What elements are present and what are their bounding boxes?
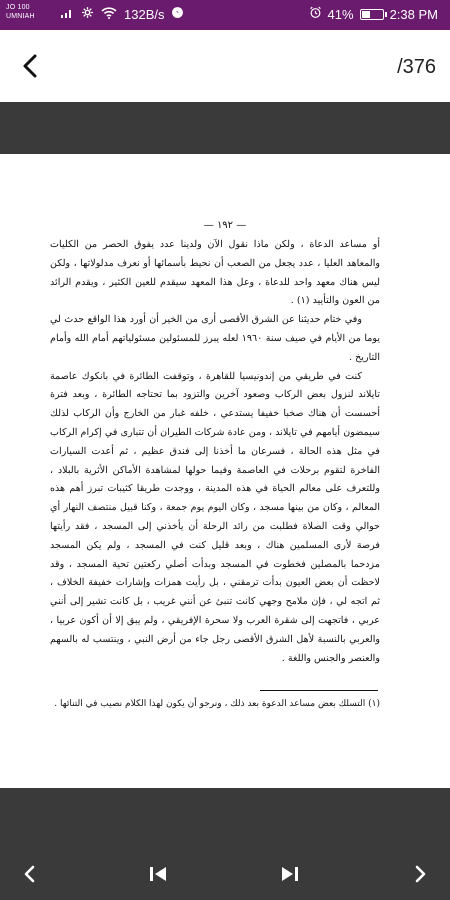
skip-previous-icon bbox=[148, 864, 168, 884]
status-left bbox=[60, 6, 184, 22]
bottom-nav bbox=[0, 788, 450, 900]
battery-icon bbox=[360, 9, 384, 20]
footnote-divider bbox=[260, 690, 378, 691]
network-speed: 132B/s bbox=[124, 6, 165, 22]
paragraph: أو مساعد الدعاة ، ولكن ماذا نقول الآن ولدينا عدد يفوق الحصر من الكليات والمعاهد العليا ، عدد يجعل من الصعب أن نحيط بأسمائها أو نعرف مدلولاتها ، ولكن ليس هناك معهد واحد للدعاة ، وعل هذا المعهد سيقدم للعين الكثير ، ويقدم الرائد من العون والتأييد (١) . bbox=[50, 239, 380, 307]
back-arrow-icon bbox=[19, 53, 41, 79]
back-button[interactable] bbox=[12, 48, 48, 84]
book-page[interactable] bbox=[0, 154, 450, 788]
status-right bbox=[309, 6, 438, 22]
paragraph: وفي ختام حديثنا عن الشرق الأقصى أرى من الخير أن أورد هذا الواقع حدث لي يوما من الأيام في صيف سنة ١٩٦٠ لعله يبرز للمسئولين مسئولياتهم أمام الله وأمام التاريخ . bbox=[50, 314, 381, 363]
last-page-button[interactable] bbox=[272, 856, 308, 892]
app-header bbox=[0, 30, 450, 102]
page-text bbox=[50, 236, 380, 668]
first-page-button[interactable] bbox=[140, 856, 176, 892]
toolbar-band bbox=[0, 102, 450, 154]
previous-page-button[interactable] bbox=[12, 856, 48, 892]
battery-fill bbox=[362, 11, 370, 18]
page-number: — ١٩٢ — bbox=[203, 220, 247, 231]
skip-next-icon bbox=[280, 864, 300, 884]
signal-icon bbox=[60, 7, 74, 22]
chevron-left-icon bbox=[23, 865, 37, 883]
battery-percent: 41% bbox=[327, 6, 354, 22]
alarm-icon bbox=[309, 6, 322, 22]
chevron-right-icon bbox=[413, 865, 427, 883]
carrier-top: JO 100 bbox=[6, 4, 30, 11]
settings-gear-icon bbox=[81, 6, 94, 22]
next-page-button[interactable] bbox=[402, 856, 438, 892]
paragraph: كنت في طريقي من إندونيسيا للقاهرة ، وتوقفت الطائرة في بانكوك عاصمة تايلاند لنزول بعض الركاب وصعود آخرين والتزود بما تحتاجه الطائرة ، وبعد فترة أحسست أن هناك صخبا خفيفا يستدعي ، خلفه غبار من الخارج وأن الركاب لذلك سيمضون أيامهم في تايلاند ، ومن عادة شركات الطيران أن تتبارى في إكرام الركاب في مثل هذه الحالة ، فسرعان ما أخذنا إلى فندق عظيم ، ثم أعدت السيارات الفاخرة لتقوم برحلات في العاصمة وفيما حولها لمشاهدة الأماكن الأثرية بالبلاد ، وللتعرف على معالم الحياة في هذه المدينة ، ووجدت طريقا كثيبات تبرز أهم هذه المعالم ، وكان من بينها مسجد ، وكان اليوم يوم جمعة ، وكنا قبيل منتصف النهار أي حوالي وقت الصلاة فطلبت من رائد الرحلة أن يأخذني إلى المسجد ، فقد رأيتها فرصة لأرى المسلمين هناك ، وبعد قليل كنت في المسجد ، ولم يكن المسجد مزدحما بالمصلين فخطوت في المسجد وبدأت أصلي ركعتين تحية المسجد ، وقد لاحظت أن بعض العيون بدأت ترمقني ، بل رأيت همزات وإشارات خفيفة الخلاف ، ثم اتجه لي ، فإن ملامح وجهي كانت تنبئ عن أنني غريب ، بل كانت تشير إلى أنني عربي ، فاتجهت إلى شقرة العرب ولا سحرة الإفريقي ، ولم يبق إلا أن أكون عربيا ، والعربي بالنسبة لأهل الشرق الأقصى رجل جاء من أرض النبي ، وينتسب له بالسهم والعنصر والجنس واللغة . bbox=[50, 370, 380, 664]
carrier-label bbox=[6, 3, 35, 21]
wifi-icon bbox=[101, 7, 117, 22]
page-count: /376 bbox=[397, 56, 436, 78]
footnote: (١) التسلك بعض مساعد الدعوة بعد ذلك ، ونرجو أن يكون لهذا الكلام نصيب في التنائها . bbox=[54, 699, 380, 709]
status-bar bbox=[0, 0, 450, 30]
clock: 2:38 PM bbox=[389, 6, 438, 22]
carrier-bottom: UMNIAH bbox=[6, 13, 35, 20]
messenger-icon bbox=[171, 6, 184, 22]
